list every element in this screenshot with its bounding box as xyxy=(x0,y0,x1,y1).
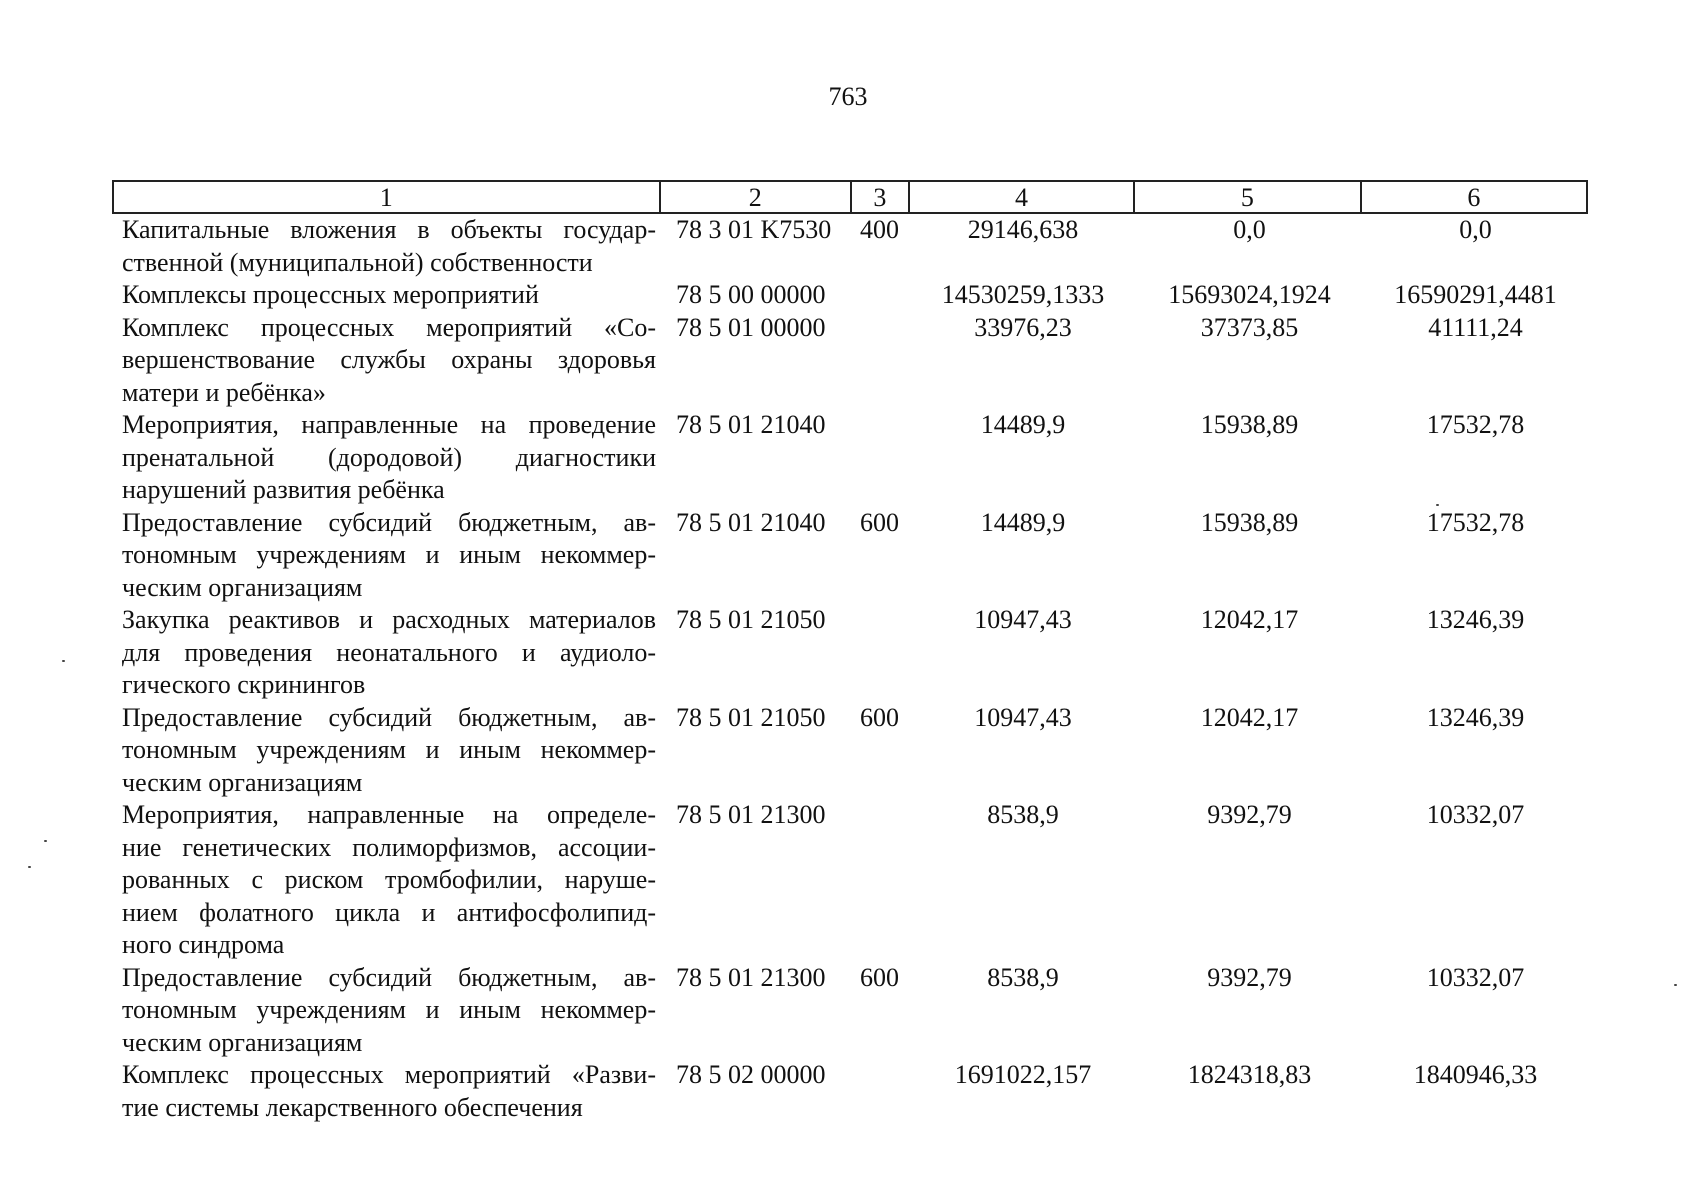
header-col-2: 2 xyxy=(661,182,852,212)
table-row xyxy=(112,214,1588,279)
description-line: гического скринингов xyxy=(122,670,366,699)
row-value-col-4: 14530259,1333 xyxy=(941,280,1105,309)
row-expense-type: 600 xyxy=(860,702,899,732)
row-value-col-5: 37373,85 xyxy=(1200,312,1299,342)
header-col-4: 4 xyxy=(910,182,1135,212)
row-value-col-5: 1824318,83 xyxy=(1187,1060,1312,1089)
table-header-row xyxy=(112,180,1588,214)
row-description xyxy=(112,962,660,1060)
row-value-col-4: 1691022,157 xyxy=(954,1060,1092,1089)
description-line: Закупка реактивов и расходных материалов xyxy=(122,605,656,634)
row-value-col-4: 10947,43 xyxy=(974,702,1072,732)
row-value-col-5: 9392,79 xyxy=(1207,800,1292,829)
row-description xyxy=(112,1059,660,1124)
header-col-6: 6 xyxy=(1467,183,1481,212)
row-value-col-5: 9392,79 xyxy=(1207,962,1292,992)
description-line: ческим организациям xyxy=(122,767,363,797)
row-code: 78 3 01 K7530 xyxy=(676,215,832,244)
row-expense-type: 600 xyxy=(860,962,899,992)
row-value-col-6: 13246,39 xyxy=(1426,702,1525,732)
table-row xyxy=(112,507,1588,605)
row-value-col-5: 12042,17 xyxy=(1200,605,1299,634)
row-code: 78 5 01 21300 xyxy=(676,962,826,992)
row-expense-type: 400 xyxy=(860,215,899,244)
row-expense-type: 600 xyxy=(860,507,899,537)
row-value-col-4: 29146,638 xyxy=(967,215,1079,244)
row-code: 78 5 01 21040 xyxy=(676,507,826,537)
row-value-col-4: 14489,9 xyxy=(980,410,1066,439)
row-code: 78 5 01 00000 xyxy=(676,312,826,342)
scan-speck xyxy=(62,660,65,662)
row-description xyxy=(112,214,660,279)
row-code: 78 5 01 21050 xyxy=(676,605,826,634)
row-value-col-6: 1840946,33 xyxy=(1413,1060,1538,1089)
budget-table xyxy=(112,180,1588,1124)
row-value-col-5: 15938,89 xyxy=(1200,507,1299,537)
scan-speck xyxy=(44,840,47,842)
row-value-col-4: 8538,9 xyxy=(987,962,1059,992)
row-value-col-4: 14489,9 xyxy=(980,507,1066,537)
row-description xyxy=(112,604,660,702)
row-value-col-5: 12042,17 xyxy=(1200,702,1299,732)
table-row xyxy=(112,799,1588,962)
row-expense-type xyxy=(852,799,910,962)
row-description xyxy=(112,312,660,410)
row-value-col-6: 0,0 xyxy=(1459,215,1492,244)
row-code: 78 5 01 21300 xyxy=(676,800,826,829)
description-line: Комплекс процессных мероприятий «Со- xyxy=(122,312,656,342)
row-value-col-4: 33976,23 xyxy=(974,312,1072,342)
row-value-col-5: 15938,89 xyxy=(1200,410,1299,439)
description-line: пренатальной (дородовой) диагностики xyxy=(122,442,656,472)
description-line: нием фолатного цикла и антифосфолипид- xyxy=(122,897,656,927)
description-line: Мероприятия, направленные на определе- xyxy=(122,800,656,829)
row-expense-type xyxy=(852,1059,910,1124)
description-line: ние генетических полиморфизмов, ассоции- xyxy=(122,832,656,862)
header-col-1: 1 xyxy=(114,182,661,212)
row-value-col-6: 13246,39 xyxy=(1426,605,1525,634)
header-col-5: 5 xyxy=(1135,182,1361,212)
row-value-col-6: 10332,07 xyxy=(1426,800,1525,829)
description-line: тономным учреждениям и иным некоммер- xyxy=(122,995,656,1024)
scan-speck xyxy=(1436,504,1439,506)
scan-speck xyxy=(1674,984,1677,986)
description-line: Предоставление субсидий бюджетным, ав- xyxy=(122,702,656,732)
row-description xyxy=(112,799,660,962)
description-line: рованных с риском тромбофилии, наруше- xyxy=(122,865,656,894)
row-expense-type xyxy=(852,312,910,410)
row-code: 78 5 01 21040 xyxy=(676,410,826,439)
table-row xyxy=(112,312,1588,410)
row-value-col-5: 15693024,1924 xyxy=(1168,280,1331,309)
row-code: 78 5 01 21050 xyxy=(676,702,826,732)
row-description xyxy=(112,507,660,605)
table-row xyxy=(112,702,1588,800)
description-line: Комплексы процессных мероприятий xyxy=(122,280,539,309)
description-line: тономным учреждениям и иным некоммер- xyxy=(122,735,656,764)
description-line: Предоставление субсидий бюджетным, ав- xyxy=(122,962,656,992)
row-value-col-6: 10332,07 xyxy=(1426,962,1525,992)
description-line: Комплекс процессных мероприятий «Разви- xyxy=(122,1060,656,1089)
table-row xyxy=(112,279,1588,312)
row-expense-type xyxy=(852,604,910,702)
description-line: Предоставление субсидий бюджетным, ав- xyxy=(122,507,656,537)
description-line: матери и ребёнка» xyxy=(122,377,326,407)
table-row xyxy=(112,962,1588,1060)
page-number: 763 xyxy=(828,82,868,111)
row-value-col-6: 41111,24 xyxy=(1428,312,1523,342)
description-line: Капитальные вложения в объекты государ- xyxy=(122,215,656,244)
row-description xyxy=(112,409,660,507)
row-description xyxy=(112,279,660,312)
description-line: тономным учреждениям и иным некоммер- xyxy=(122,540,656,569)
description-line: ного синдрома xyxy=(122,930,285,959)
table-row xyxy=(112,409,1588,507)
table-row xyxy=(112,604,1588,702)
description-line: для проведения неонатального и аудиоло- xyxy=(122,637,656,667)
row-code: 78 5 02 00000 xyxy=(676,1060,826,1089)
description-line: ческим организациям xyxy=(122,572,363,602)
row-code: 78 5 00 00000 xyxy=(676,280,826,309)
description-line: нарушений развития ребёнка xyxy=(122,475,445,504)
row-expense-type xyxy=(852,279,910,312)
row-expense-type xyxy=(852,409,910,507)
description-line: Мероприятия, направленные на проведение xyxy=(122,410,656,439)
row-value-col-6: 17532,78 xyxy=(1426,507,1525,537)
row-value-col-5: 0,0 xyxy=(1233,215,1266,244)
table-row xyxy=(112,1059,1588,1124)
table-body xyxy=(112,214,1588,1124)
row-value-col-4: 8538,9 xyxy=(987,800,1059,829)
description-line: тие системы лекарственного обеспечения xyxy=(122,1092,583,1122)
row-value-col-6: 17532,78 xyxy=(1426,410,1525,439)
row-value-col-4: 10947,43 xyxy=(974,605,1072,634)
description-line: вершенствование службы охраны здоровья xyxy=(122,345,656,374)
row-description xyxy=(112,702,660,800)
header-col-3: 3 xyxy=(852,182,910,212)
description-line: ческим организациям xyxy=(122,1027,363,1057)
scan-speck xyxy=(28,866,31,868)
row-value-col-6: 16590291,4481 xyxy=(1394,280,1557,309)
description-line: ственной (муниципальной) собственности xyxy=(122,247,593,277)
